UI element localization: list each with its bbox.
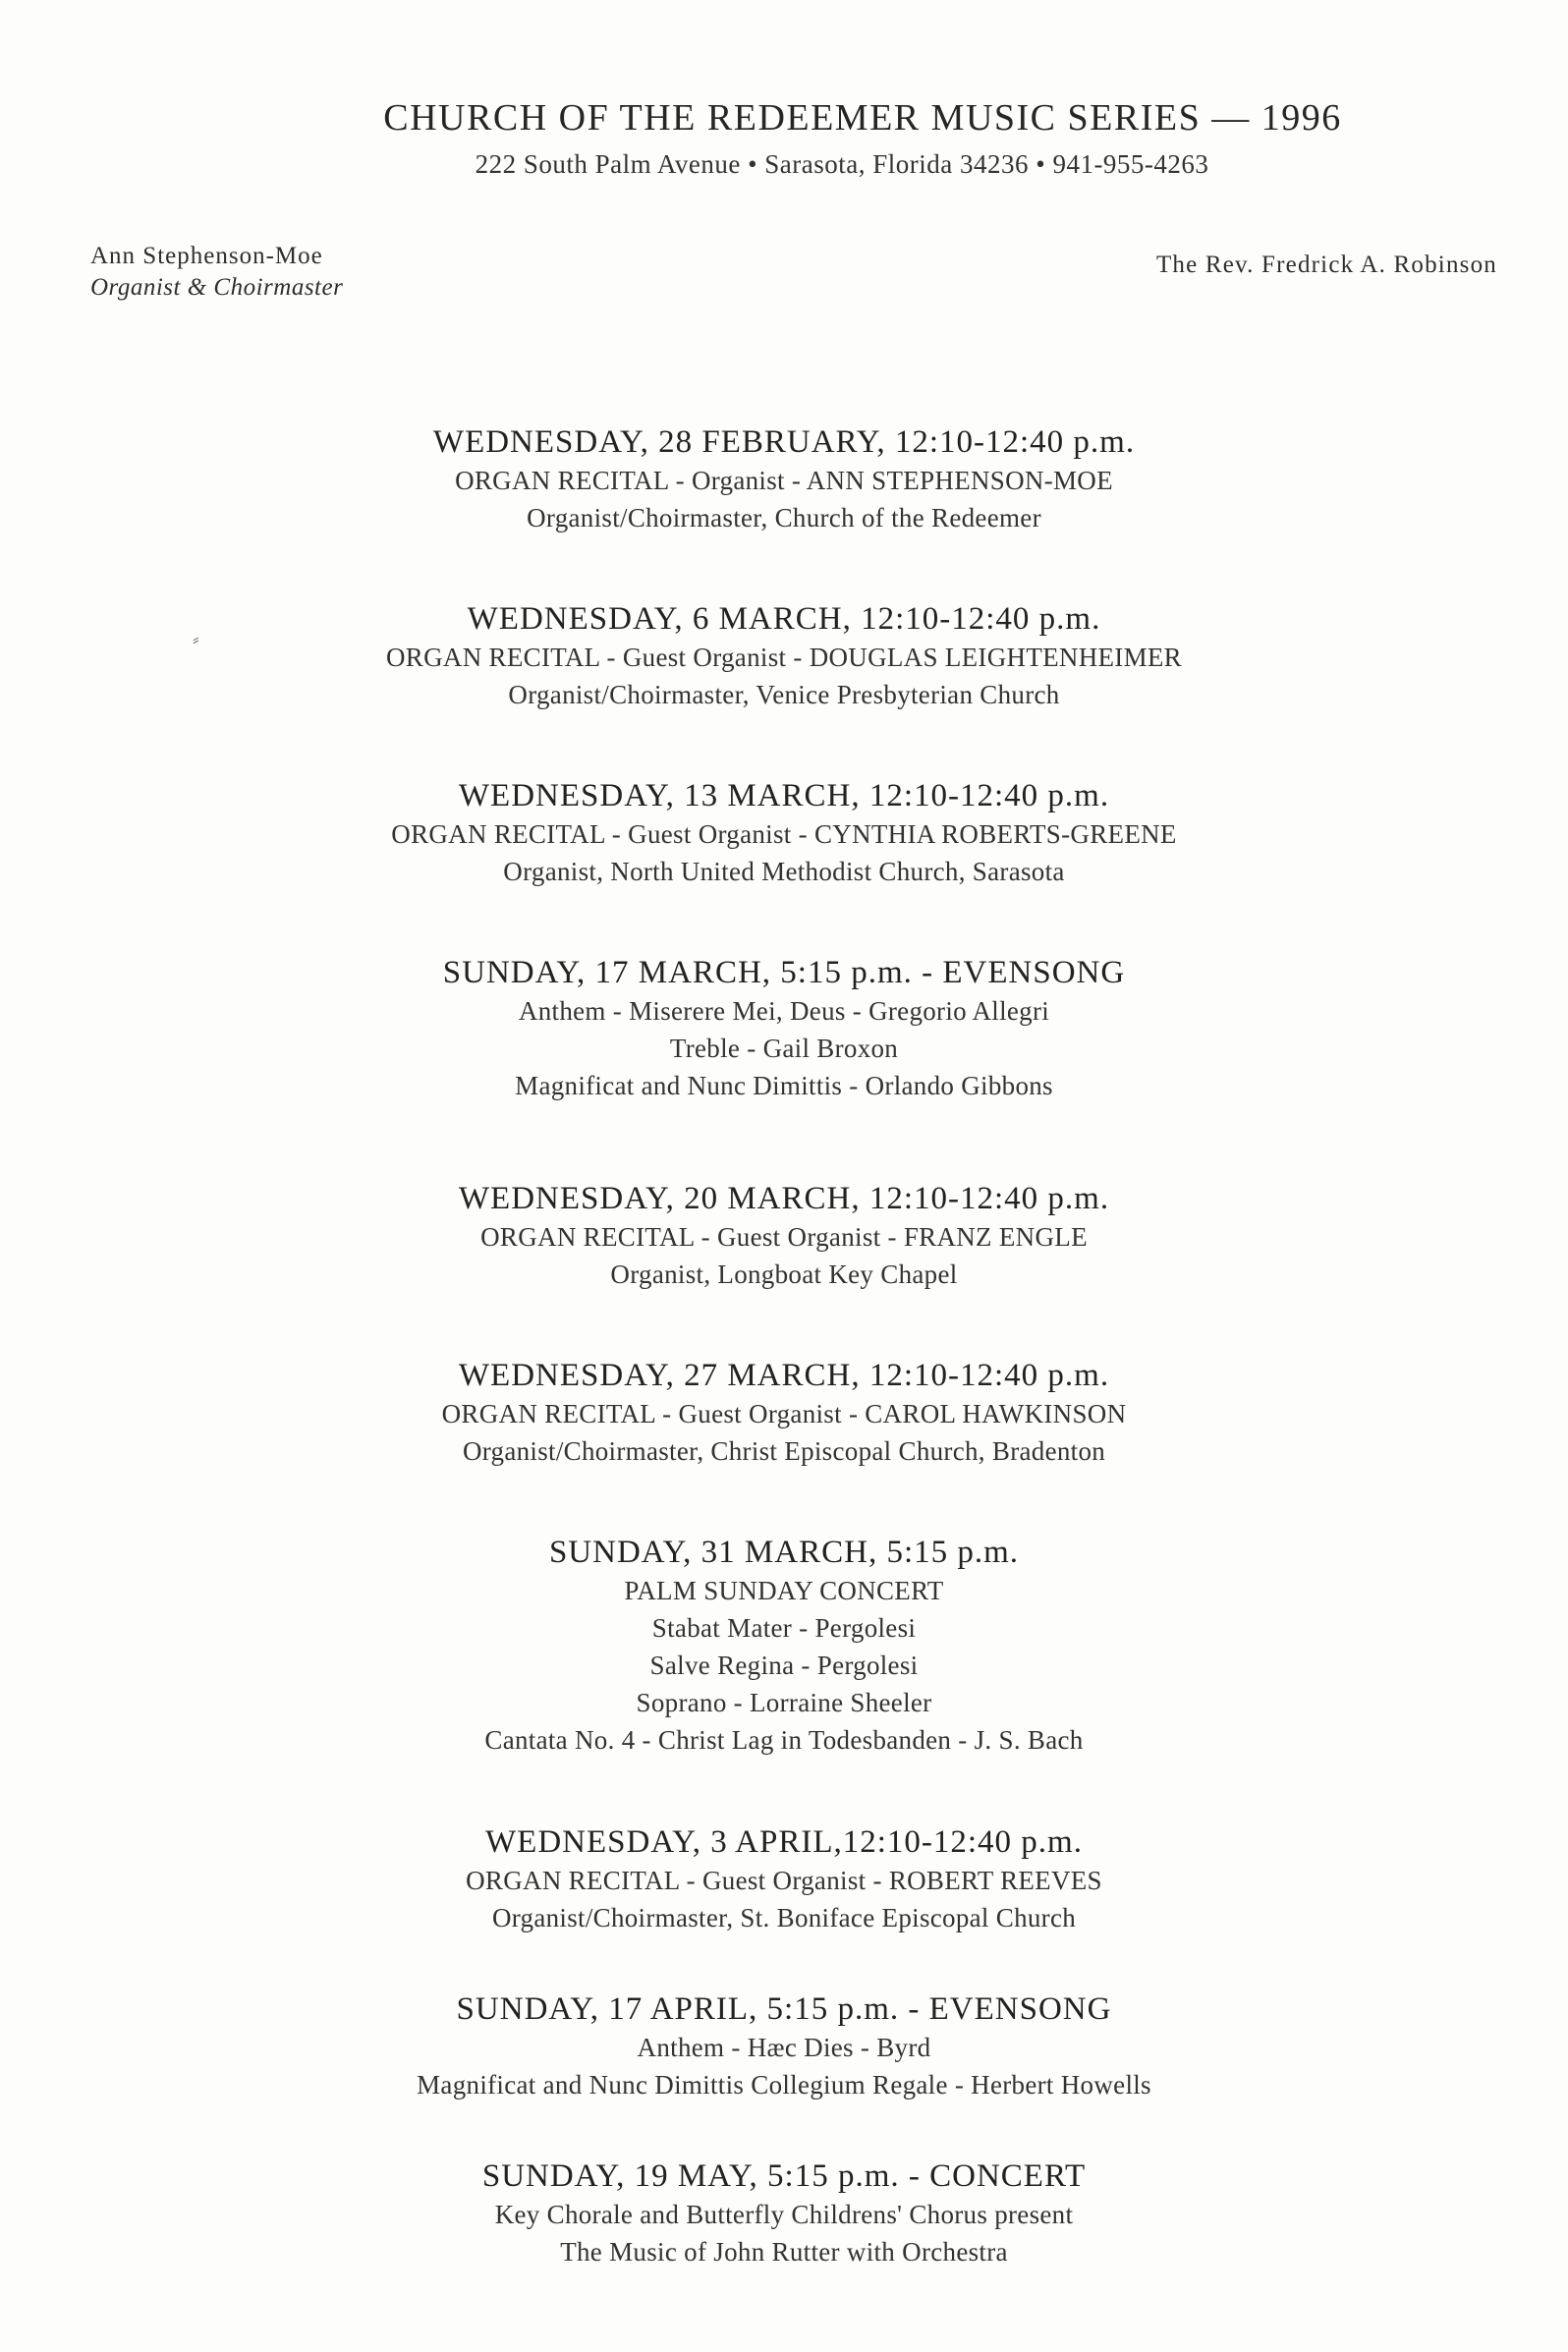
event-line: Magnificat and Nunc Dimittis Collegium Regale - Herbert Howells <box>417 2070 1151 2100</box>
event-line: ORGAN RECITAL - Organist - ANN STEPHENSON-MOE <box>455 466 1113 495</box>
event-heading: WEDNESDAY, 27 MARCH, 12:10-12:40 p.m. <box>458 1358 1110 1393</box>
stray-mark: ⸗ <box>193 629 199 650</box>
event-10 <box>0 2156 1568 2270</box>
event-line: Stabat Mater - Pergolesi <box>651 1613 917 1643</box>
event-7 <box>0 1533 1568 1759</box>
event-line: Organist, Longboat Key Chapel <box>610 1260 958 1289</box>
event-line: Soprano - Lorraine Sheeler <box>636 1688 932 1717</box>
event-heading: WEDNESDAY, 28 FEBRUARY, 12:10-12:40 p.m. <box>432 424 1136 460</box>
event-line: ORGAN RECITAL - Guest Organist - CAROL HAWKINSON <box>441 1399 1127 1428</box>
organist-name: Ann Stephenson-Moe <box>90 243 323 269</box>
event-line: PALM SUNDAY CONCERT <box>624 1576 944 1605</box>
event-line: The Music of John Rutter with Orchestra <box>560 2237 1008 2267</box>
event-line: Key Chorale and Butterfly Childrens' Chorus present <box>494 2200 1074 2229</box>
event-heading: WEDNESDAY, 13 MARCH, 12:10-12:40 p.m. <box>458 778 1110 813</box>
event-line: Salve Regina - Pergolesi <box>649 1651 919 1680</box>
event-line: Anthem - Hæc Dies - Byrd <box>637 2033 931 2062</box>
event-line: Anthem - Miserere Mei, Deus - Gregorio Allegri <box>518 996 1050 1026</box>
event-heading: WEDNESDAY, 3 APRIL,12:10-12:40 p.m. <box>485 1824 1083 1860</box>
event-line: Organist, North United Methodist Church, Sarasota <box>503 857 1065 886</box>
event-line: ORGAN RECITAL - Guest Organist - DOUGLAS LEIGHTENHEIMER <box>386 643 1182 672</box>
rector-name: The Rev. Fredrick A. Robinson <box>1155 252 1497 278</box>
event-9 <box>0 1989 1568 2103</box>
organist-role: Organist & Choirmaster <box>90 274 344 301</box>
organist-credit <box>90 241 343 304</box>
event-5 <box>0 1179 1568 1293</box>
event-1 <box>0 422 1568 536</box>
event-line: ORGAN RECITAL - Guest Organist - FRANZ ENGLE <box>480 1222 1088 1252</box>
event-2 <box>0 599 1568 713</box>
event-line: Treble - Gail Broxon <box>669 1034 899 1063</box>
event-line: Magnificat and Nunc Dimittis - Orlando Gibbons <box>515 1071 1053 1100</box>
event-6 <box>0 1356 1568 1470</box>
church-address: 222 South Palm Avenue • Sarasota, Florida 34236 • 941-955-4263 <box>475 149 1209 179</box>
event-3 <box>0 776 1568 890</box>
event-line: ORGAN RECITAL - Guest Organist - CYNTHIA ROBERTS-GREENE <box>391 819 1177 849</box>
event-heading: WEDNESDAY, 20 MARCH, 12:10-12:40 p.m. <box>458 1181 1110 1216</box>
page-header <box>0 96 1568 180</box>
event-heading: SUNDAY, 17 APRIL, 5:15 p.m. - EVENSONG <box>456 1991 1112 2027</box>
event-line: Organist/Choirmaster, St. Boniface Episcopal Church <box>491 1903 1077 1932</box>
event-line: Cantata No. 4 - Christ Lag in Todesbanden - J. S. Bach <box>484 1725 1084 1755</box>
event-heading: SUNDAY, 17 MARCH, 5:15 p.m. - EVENSONG <box>442 955 1126 990</box>
event-line: Organist/Choirmaster, Church of the Redeemer <box>527 503 1041 532</box>
event-line: Organist/Choirmaster, Christ Episcopal Church, Bradenton <box>462 1436 1106 1466</box>
event-line: Organist/Choirmaster, Venice Presbyterian Church <box>508 680 1060 709</box>
event-4 <box>0 953 1568 1104</box>
event-8 <box>0 1822 1568 1936</box>
event-heading: SUNDAY, 31 MARCH, 5:15 p.m. <box>548 1535 1020 1570</box>
event-heading: WEDNESDAY, 6 MARCH, 12:10-12:40 p.m. <box>467 601 1101 637</box>
page-title: CHURCH OF THE REDEEMER MUSIC SERIES — 1996 <box>383 97 1342 139</box>
event-line: ORGAN RECITAL - Guest Organist - ROBERT REEVES <box>466 1866 1102 1895</box>
event-heading: SUNDAY, 19 MAY, 5:15 p.m. - CONCERT <box>481 2158 1087 2194</box>
